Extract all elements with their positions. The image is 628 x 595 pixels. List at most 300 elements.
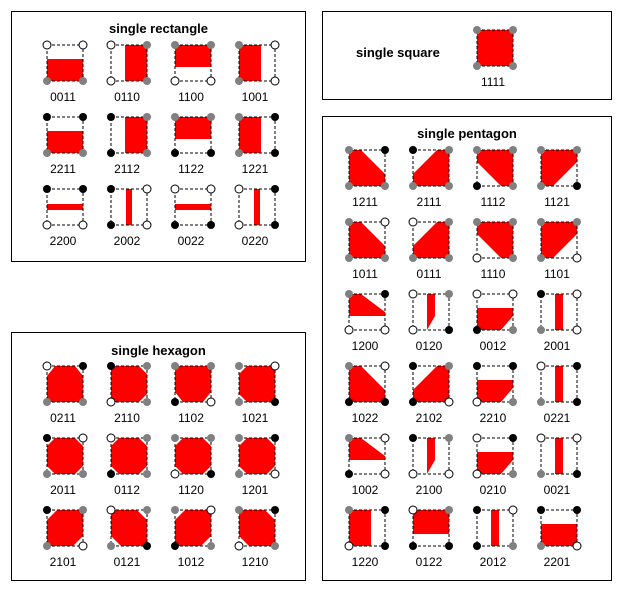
vertex-dot <box>537 218 545 226</box>
fill-shape <box>125 117 147 153</box>
cell-code-label: 2211 <box>50 162 76 176</box>
cell-diagram <box>109 508 149 548</box>
vertex-dot <box>409 398 417 406</box>
vertex-dot <box>107 542 115 550</box>
fill-shape <box>477 308 513 330</box>
cell-code-label: 1110 <box>480 267 506 281</box>
vertex-dot <box>509 326 517 334</box>
panel-single-hexagon <box>11 332 306 581</box>
vertex-dot <box>409 470 417 478</box>
cell-diagram <box>173 508 213 548</box>
cell-diagram <box>173 43 213 83</box>
cell-code-label: 2100 <box>415 483 443 497</box>
fill-shape <box>555 438 563 474</box>
vertex-dot <box>445 470 453 478</box>
vertex-dot <box>235 434 243 442</box>
vertex-dot <box>445 290 453 298</box>
vertex-dot <box>271 506 279 514</box>
vertex-dot <box>207 185 215 193</box>
vertex-dot <box>381 362 389 370</box>
vertex-dot <box>79 149 87 157</box>
cell-code-label: 0011 <box>50 90 76 104</box>
vertex-dot <box>207 398 215 406</box>
vertex-dot <box>445 542 453 550</box>
cell-code-label: 2110 <box>114 411 140 425</box>
vertex-dot <box>107 362 115 370</box>
vertex-dot <box>143 113 151 121</box>
cell-code-label: 0211 <box>50 411 76 425</box>
vertex-dot <box>107 77 115 85</box>
cell-code-label: 2201 <box>543 555 571 569</box>
vertex-dot <box>473 290 481 298</box>
vertex-dot <box>381 506 389 514</box>
vertex-dot <box>381 434 389 442</box>
fill-shape <box>349 438 385 460</box>
vertex-dot <box>537 470 545 478</box>
vertex-dot <box>235 470 243 478</box>
fill-shape <box>349 222 385 258</box>
fill-shape <box>349 150 385 186</box>
fill-shape <box>477 380 513 402</box>
cell-code-label: 2002 <box>113 234 141 248</box>
vertex-dot <box>537 398 545 406</box>
vertex-dot <box>509 254 517 262</box>
cell-code-label: 0111 <box>416 267 442 281</box>
cell-diagram <box>237 187 277 227</box>
vertex-dot <box>573 290 581 298</box>
vertex-dot <box>381 470 389 478</box>
panel-single-pentagon <box>322 116 612 581</box>
cell-code-label: 0220 <box>241 234 269 248</box>
vertex-dot <box>143 149 151 157</box>
vertex-dot <box>573 254 581 262</box>
vertex-dot <box>79 470 87 478</box>
vertex-dot <box>43 470 51 478</box>
cell-diagram <box>45 364 85 404</box>
vertex-dot <box>345 434 353 442</box>
vertex-dot <box>107 149 115 157</box>
vertex-dot <box>409 218 417 226</box>
cell-diagram <box>109 187 149 227</box>
vertex-dot <box>381 254 389 262</box>
fill-shape <box>541 150 577 186</box>
cell-code-label: 2101 <box>49 555 77 569</box>
vertex-dot <box>537 146 545 154</box>
fill-shape <box>47 366 83 402</box>
vertex-dot <box>509 182 517 190</box>
vertex-dot <box>473 470 481 478</box>
vertex-dot <box>509 362 517 370</box>
cell-diagram <box>347 220 387 260</box>
cell-diagram <box>475 508 515 548</box>
fill-shape <box>47 510 83 546</box>
cell-diagram <box>411 292 451 332</box>
vertex-dot <box>143 470 151 478</box>
vertex-dot <box>43 221 51 229</box>
cell-code-label: 2011 <box>50 483 76 497</box>
cell-code-label: 1121 <box>544 195 570 209</box>
vertex-dot <box>345 182 353 190</box>
vertex-dot <box>235 113 243 121</box>
vertex-dot <box>79 398 87 406</box>
vertex-dot <box>509 26 517 34</box>
vertex-dot <box>409 506 417 514</box>
vertex-dot <box>345 398 353 406</box>
vertex-dot <box>509 398 517 406</box>
vertex-dot <box>107 185 115 193</box>
vertex-dot <box>381 398 389 406</box>
vertex-dot <box>171 149 179 157</box>
vertex-dot <box>107 434 115 442</box>
vertex-dot <box>573 398 581 406</box>
fill-shape <box>491 510 499 546</box>
cell-diagram <box>347 436 387 476</box>
panel-title: single pentagon <box>417 126 517 141</box>
fill-shape <box>175 510 211 546</box>
vertex-dot <box>43 77 51 85</box>
vertex-dot <box>509 470 517 478</box>
cell-code-label: 2102 <box>415 411 443 425</box>
cell-code-label: 1100 <box>178 90 204 104</box>
vertex-dot <box>473 398 481 406</box>
cell-diagram <box>539 364 579 404</box>
cell-code-label: 0022 <box>177 234 205 248</box>
panel-single-rectangle <box>11 11 306 262</box>
vertex-dot <box>43 542 51 550</box>
vertex-dot <box>143 185 151 193</box>
vertex-dot <box>473 542 481 550</box>
vertex-dot <box>445 506 453 514</box>
vertex-dot <box>143 398 151 406</box>
cell-diagram <box>45 508 85 548</box>
fill-shape <box>239 117 261 153</box>
vertex-dot <box>207 149 215 157</box>
vertex-dot <box>381 182 389 190</box>
cell-code-label: 0021 <box>543 483 571 497</box>
vertex-dot <box>573 470 581 478</box>
cell-diagram <box>475 292 515 332</box>
cell-code-label: 2111 <box>416 195 442 209</box>
vertex-dot <box>445 254 453 262</box>
cell-code-label: 2200 <box>49 234 77 248</box>
cell-diagram <box>539 436 579 476</box>
cell-diagram <box>237 115 277 155</box>
cell-code-label: 1221 <box>241 162 269 176</box>
vertex-dot <box>171 113 179 121</box>
vertex-dot <box>235 221 243 229</box>
cell-diagram <box>475 364 515 404</box>
vertex-dot <box>473 146 481 154</box>
vertex-dot <box>43 398 51 406</box>
vertex-dot <box>445 326 453 334</box>
fill-shape <box>413 222 449 258</box>
vertex-dot <box>537 362 545 370</box>
vertex-dot <box>537 290 545 298</box>
cell-code-label: 0221 <box>543 411 571 425</box>
vertex-dot <box>43 434 51 442</box>
vertex-dot <box>409 254 417 262</box>
cell-diagram <box>539 148 579 188</box>
cell-code-label: 1012 <box>177 555 205 569</box>
cell-diagram <box>411 220 451 260</box>
vertex-dot <box>509 290 517 298</box>
vertex-dot <box>573 506 581 514</box>
cell-code-label: 0121 <box>113 555 141 569</box>
vertex-dot <box>271 113 279 121</box>
cell-code-label: 0120 <box>415 339 443 353</box>
vertex-dot <box>171 470 179 478</box>
fill-shape <box>427 294 435 330</box>
cell-code-label: 0112 <box>114 483 140 497</box>
vertex-dot <box>381 326 389 334</box>
cell-code-label: 1101 <box>544 267 570 281</box>
vertex-dot <box>409 434 417 442</box>
fill-shape <box>111 366 147 402</box>
vertex-dot <box>143 77 151 85</box>
vertex-dot <box>473 254 481 262</box>
vertex-dot <box>171 506 179 514</box>
cell-diagram <box>347 148 387 188</box>
vertex-dot <box>445 146 453 154</box>
cell-diagram <box>237 508 277 548</box>
vertex-dot <box>171 77 179 85</box>
cell-diagram <box>173 436 213 476</box>
vertex-dot <box>381 218 389 226</box>
cell-code-label: 1022 <box>351 411 379 425</box>
vertex-dot <box>235 542 243 550</box>
cell-code-label: 1120 <box>178 483 204 497</box>
cell-code-label: 1001 <box>241 90 269 104</box>
cell-diagram <box>347 364 387 404</box>
panel-title: single rectangle <box>109 21 208 36</box>
cell-code-label: 1210 <box>241 555 269 569</box>
fill-shape <box>175 117 211 139</box>
vertex-dot <box>79 221 87 229</box>
vertex-dot <box>79 362 87 370</box>
vertex-dot <box>79 506 87 514</box>
vertex-dot <box>271 149 279 157</box>
vertex-dot <box>473 326 481 334</box>
cell-diagram <box>475 148 515 188</box>
cell-code-label: 1201 <box>241 483 269 497</box>
vertex-dot <box>473 434 481 442</box>
cell-diagram <box>539 292 579 332</box>
cell-code-label: 0012 <box>479 339 507 353</box>
vertex-dot <box>207 362 215 370</box>
vertex-dot <box>345 506 353 514</box>
vertex-dot <box>537 434 545 442</box>
fill-shape <box>239 366 275 402</box>
cell-diagram <box>173 115 213 155</box>
vertex-dot <box>143 221 151 229</box>
vertex-dot <box>171 221 179 229</box>
vertex-dot <box>143 434 151 442</box>
cell-diagram <box>173 187 213 227</box>
fill-shape <box>47 131 83 153</box>
vertex-dot <box>107 113 115 121</box>
cell-diagram <box>475 28 515 68</box>
cell-diagram <box>109 436 149 476</box>
cell-code-label: 0122 <box>415 555 443 569</box>
fill-shape <box>47 438 83 474</box>
fill-shape <box>541 222 577 258</box>
vertex-dot <box>573 434 581 442</box>
fill-shape <box>477 222 513 258</box>
cell-diagram <box>411 508 451 548</box>
vertex-dot <box>107 398 115 406</box>
vertex-dot <box>509 62 517 70</box>
cell-diagram <box>173 364 213 404</box>
fill-shape <box>47 59 83 81</box>
vertex-dot <box>409 182 417 190</box>
fill-shape <box>239 438 275 474</box>
vertex-dot <box>271 221 279 229</box>
vertex-dot <box>79 77 87 85</box>
vertex-dot <box>445 218 453 226</box>
vertex-dot <box>537 506 545 514</box>
cell-code-label: 0210 <box>479 483 507 497</box>
vertex-dot <box>271 542 279 550</box>
vertex-dot <box>345 218 353 226</box>
panel-title: single square <box>356 45 440 60</box>
vertex-dot <box>171 434 179 442</box>
fill-shape <box>175 366 211 402</box>
vertex-dot <box>171 41 179 49</box>
vertex-dot <box>171 542 179 550</box>
vertex-dot <box>537 542 545 550</box>
cell-code-label: 1011 <box>352 267 378 281</box>
cell-diagram <box>237 364 277 404</box>
vertex-dot <box>381 290 389 298</box>
cell-code-label: 2210 <box>479 411 507 425</box>
vertex-dot <box>271 470 279 478</box>
vertex-dot <box>79 434 87 442</box>
vertex-dot <box>143 542 151 550</box>
vertex-dot <box>473 218 481 226</box>
fill-shape <box>477 30 513 66</box>
vertex-dot <box>43 185 51 193</box>
vertex-dot <box>171 398 179 406</box>
vertex-dot <box>473 362 481 370</box>
cell-diagram <box>411 148 451 188</box>
cell-diagram <box>45 43 85 83</box>
vertex-dot <box>537 182 545 190</box>
cell-code-label: 1021 <box>241 411 269 425</box>
vertex-dot <box>573 146 581 154</box>
vertex-dot <box>573 542 581 550</box>
panel-single-square <box>322 11 612 100</box>
vertex-dot <box>143 41 151 49</box>
cell-code-label: 1112 <box>480 195 506 209</box>
vertex-dot <box>271 185 279 193</box>
fill-shape <box>254 189 260 225</box>
cell-code-label: 1200 <box>351 339 379 353</box>
fill-shape <box>239 510 275 546</box>
fill-shape <box>175 45 211 67</box>
vertex-dot <box>271 77 279 85</box>
vertex-dot <box>345 326 353 334</box>
cell-diagram <box>45 187 85 227</box>
fill-shape <box>413 150 449 186</box>
cell-code-label: 2001 <box>543 339 571 353</box>
vertex-dot <box>573 362 581 370</box>
vertex-dot <box>509 542 517 550</box>
fill-shape <box>555 366 563 402</box>
vertex-dot <box>171 185 179 193</box>
cell-code-label: 1102 <box>178 411 204 425</box>
vertex-dot <box>207 113 215 121</box>
vertex-dot <box>445 398 453 406</box>
vertex-dot <box>43 149 51 157</box>
vertex-dot <box>345 362 353 370</box>
vertex-dot <box>207 506 215 514</box>
vertex-dot <box>207 221 215 229</box>
cell-diagram <box>237 436 277 476</box>
cell-diagram <box>475 220 515 260</box>
cell-code-label: 1211 <box>352 195 378 209</box>
vertex-dot <box>43 506 51 514</box>
vertex-dot <box>409 290 417 298</box>
fill-shape <box>111 510 147 546</box>
vertex-dot <box>381 146 389 154</box>
vertex-dot <box>409 542 417 550</box>
vertex-dot <box>473 182 481 190</box>
cell-diagram <box>347 292 387 332</box>
vertex-dot <box>171 362 179 370</box>
vertex-dot <box>271 362 279 370</box>
vertex-dot <box>235 149 243 157</box>
vertex-dot <box>537 254 545 262</box>
vertex-dot <box>345 254 353 262</box>
fill-shape <box>111 438 147 474</box>
vertex-dot <box>107 221 115 229</box>
fill-shape <box>126 189 132 225</box>
vertex-dot <box>235 362 243 370</box>
cell-diagram <box>411 364 451 404</box>
vertex-dot <box>445 434 453 442</box>
cell-code-label: 1220 <box>351 555 379 569</box>
vertex-dot <box>79 41 87 49</box>
fill-shape <box>477 150 513 186</box>
vertex-dot <box>445 182 453 190</box>
vertex-dot <box>473 26 481 34</box>
cell-diagram <box>539 508 579 548</box>
vertex-dot <box>235 398 243 406</box>
vertex-dot <box>143 362 151 370</box>
vertex-dot <box>381 542 389 550</box>
fill-shape <box>239 45 261 81</box>
cell-diagram <box>411 436 451 476</box>
vertex-dot <box>573 326 581 334</box>
vertex-dot <box>271 398 279 406</box>
cell-diagram <box>45 115 85 155</box>
cell-code-label: 2112 <box>114 162 140 176</box>
fill-shape <box>427 438 435 474</box>
vertex-dot <box>537 326 545 334</box>
vertex-dot <box>409 326 417 334</box>
vertex-dot <box>43 41 51 49</box>
vertex-dot <box>235 506 243 514</box>
vertex-dot <box>345 146 353 154</box>
fill-shape <box>555 294 563 330</box>
fill-shape <box>349 366 385 402</box>
fill-shape <box>175 204 211 210</box>
cell-diagram <box>237 43 277 83</box>
vertex-dot <box>345 470 353 478</box>
vertex-dot <box>207 542 215 550</box>
cell-code-label: 1111 <box>480 75 506 89</box>
fill-shape <box>541 524 577 546</box>
